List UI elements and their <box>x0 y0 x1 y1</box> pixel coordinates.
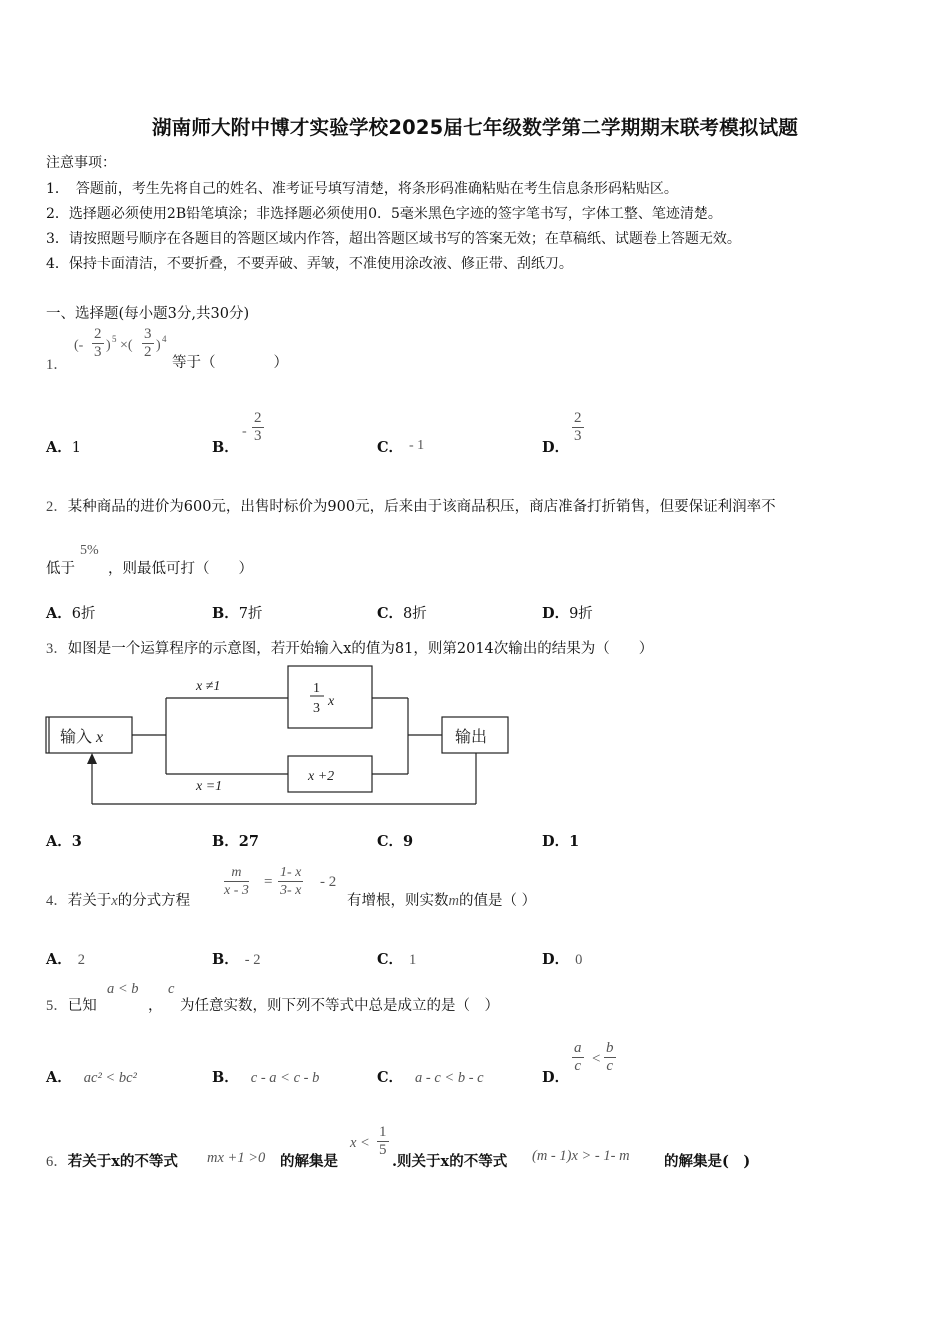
fraction: $\frac{1- x}{3- x}$ <box>280 865 302 898</box>
question-2-line-2: 低于 <box>46 561 75 577</box>
note-item-1: 1． 答题前，考生先将自己的姓名、准考证号填写清楚，将条形码准确粘贴在考生信息条形码粘贴区。 <box>46 181 678 197</box>
option-b[interactable]: B．27 <box>212 833 259 850</box>
fraction: $\frac{2}{3}$ <box>574 410 582 444</box>
option-a[interactable]: A．6折 <box>46 605 96 622</box>
arrow-up-icon <box>87 753 97 764</box>
note-item-4: 4．保持卡面清洁，不要折叠，不要弄破、弄皱，不准使用涂改液、修正带、刮纸刀。 <box>46 256 573 272</box>
question-6: 6．若关于x的不等式 <box>46 1153 178 1170</box>
question-4: 4．若关于x的分式方程 <box>46 893 191 909</box>
fraction: $\frac{a}{c}$ <box>574 1040 582 1074</box>
option-d[interactable]: D． 0 <box>542 951 583 968</box>
question-number: 1． <box>46 357 68 373</box>
option-d[interactable]: D． <box>542 439 570 456</box>
option-c[interactable]: C．8折 <box>377 605 427 622</box>
svg-text:x: x <box>328 694 335 709</box>
notes-heading: 注意事项： <box>46 155 116 171</box>
option-c[interactable]: C． <box>377 439 404 456</box>
option-b[interactable]: B． - 2 <box>212 951 261 968</box>
fraction: $\frac{b}{c}$ <box>606 1040 614 1074</box>
fraction: $\frac{3}{2}$ <box>144 326 152 360</box>
flowchart-diagram <box>40 660 520 810</box>
fraction: $\frac{2}{3}$ <box>254 410 262 444</box>
option-b[interactable]: B． c - a < c - b <box>212 1069 320 1086</box>
note-item-2: 2．选择题必须使用2B铅笔填涂；非选择题必须使用0．5毫米黑色字迹的签字笔书写，字体工整、笔迹清楚。 <box>46 206 722 222</box>
input-label: 输入 <box>60 729 93 746</box>
add-two-label: x +2 <box>308 769 335 784</box>
fraction: $\frac{2}{3}$ <box>94 326 102 360</box>
option-a[interactable]: A．3 <box>46 833 82 850</box>
option-b[interactable]: B．7折 <box>212 605 263 622</box>
note-item-3: 3．请按照题号顺序在各题目的答题区域内作答，超出答题区域书写的答案无效；在草稿纸、试题卷上答题无效。 <box>46 231 741 247</box>
option-c[interactable]: C． a - c < b - c <box>377 1069 484 1086</box>
svg-text:x: x <box>96 729 104 746</box>
option-a[interactable]: A．1 <box>46 439 81 456</box>
option-d[interactable]: D．1 <box>542 833 580 850</box>
question-5: 5．已知 <box>46 998 97 1014</box>
svg-text:3: 3 <box>313 701 320 716</box>
option-b[interactable]: B． <box>212 439 239 456</box>
output-label: 输出 <box>455 729 488 746</box>
condition-one: x =1 <box>196 779 223 794</box>
page-title: 湖南师大附中博才实验学校2025届七年级数学第二学期期末联考模拟试题 <box>151 116 799 139</box>
fraction: $\frac{m}{x - 3}$ <box>224 865 249 898</box>
svg-text:1: 1 <box>313 681 320 696</box>
question-3: 3．如图是一个运算程序的示意图，若开始输入x的值为81，则第2014次输出的结果为（ ） <box>46 641 654 657</box>
option-a[interactable]: A． ac² < bc² <box>46 1069 137 1086</box>
percent: 5% <box>80 543 99 558</box>
option-d[interactable]: D． <box>542 1069 570 1086</box>
fraction: $\frac{1}{5}$ <box>379 1124 387 1158</box>
option-c[interactable]: C． 1 <box>377 951 417 968</box>
option-d[interactable]: D．9折 <box>542 605 593 622</box>
question-2: 2．某种商品的进价为600元，出售时标价为900元，后来由于该商品积压，商店准备打折销售，但要保证利润率不 <box>46 499 776 515</box>
option-c[interactable]: C．9 <box>377 833 414 850</box>
condition-not-one: x ≠1 <box>196 679 221 694</box>
option-a[interactable]: A． 2 <box>46 951 86 968</box>
section-heading: 一、选择题(每小题3分,共30分) <box>46 306 250 322</box>
